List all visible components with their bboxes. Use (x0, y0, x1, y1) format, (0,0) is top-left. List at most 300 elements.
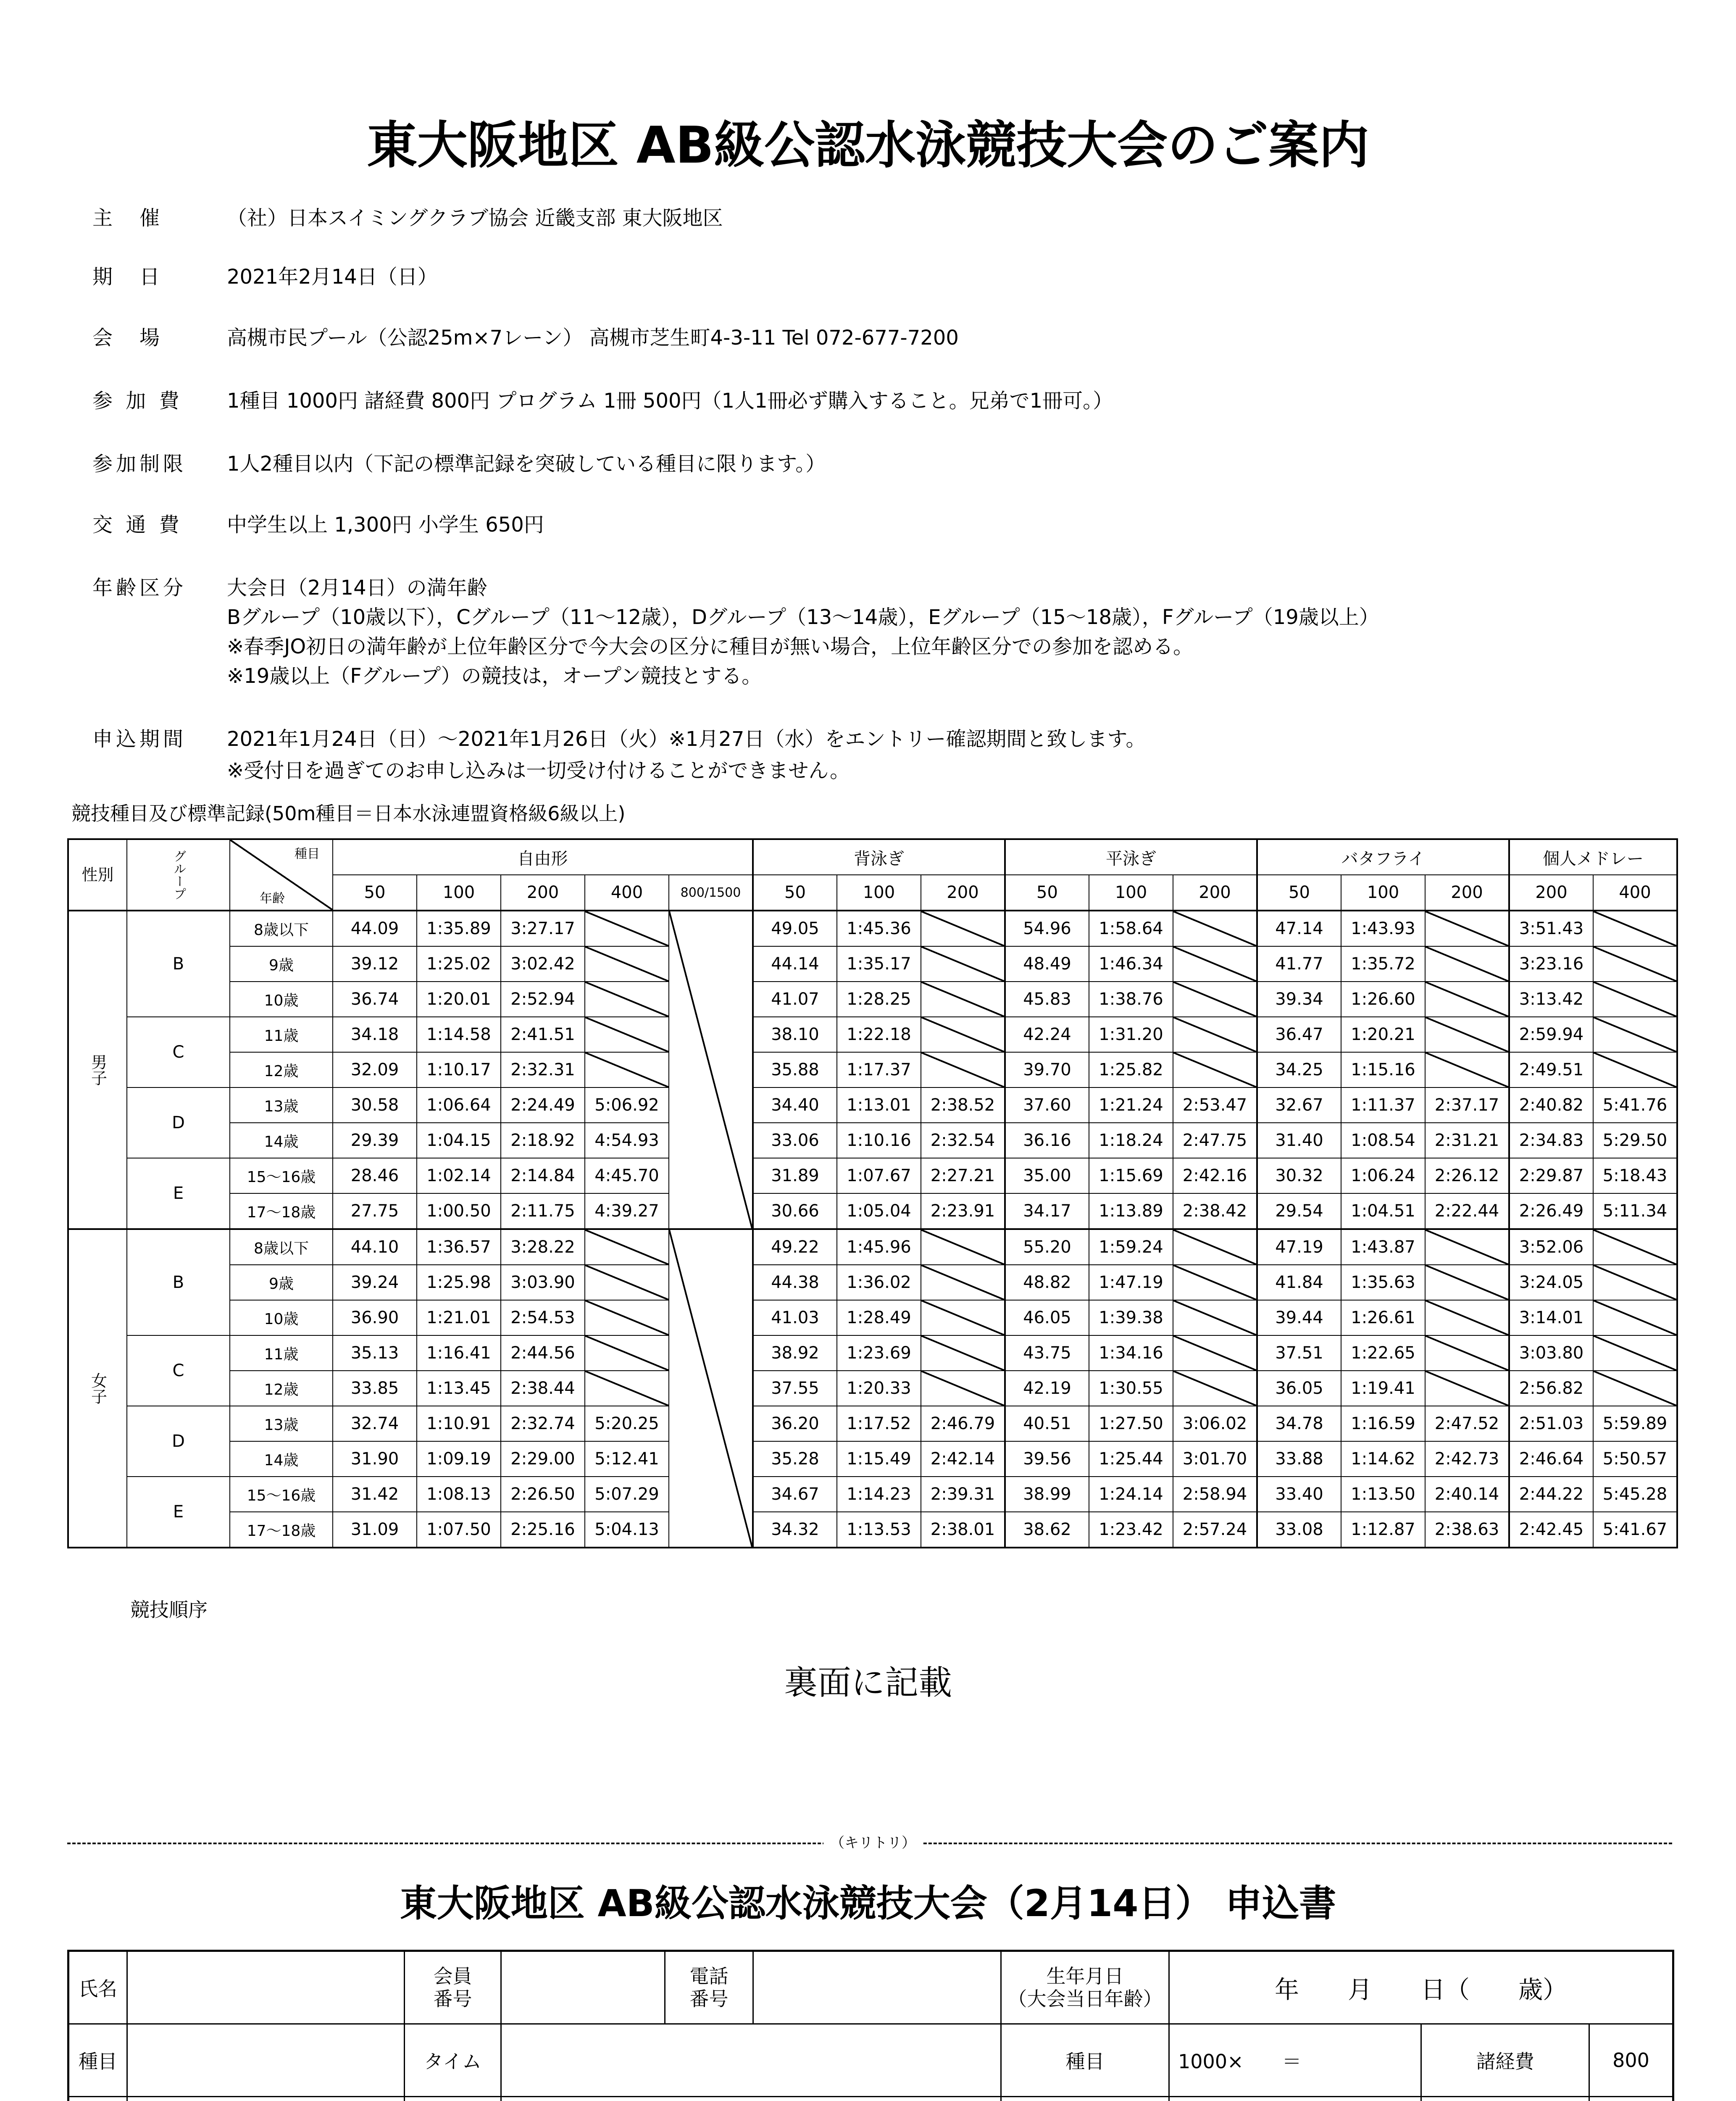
record-cell: 1:10.91 (417, 1406, 501, 1441)
age-cell: 10歳 (230, 982, 333, 1017)
record-cell: 1:20.01 (417, 982, 501, 1017)
record-cell: 1:25.44 (1089, 1441, 1173, 1477)
form-program-value (1589, 2097, 1673, 2101)
record-cell: 39.70 (1005, 1052, 1089, 1087)
record-cell: 1:08.54 (1341, 1123, 1425, 1158)
record-cell: 2:38.52 (921, 1087, 1005, 1123)
application-form (67, 1950, 1674, 2101)
record-cell: 36.90 (333, 1300, 417, 1335)
unavailable-cell (1173, 1335, 1257, 1371)
unavailable-cell (1425, 1300, 1509, 1335)
record-cell: 49.05 (753, 911, 837, 946)
record-cell: 1:07.67 (837, 1158, 921, 1193)
group-cell: C (127, 1335, 230, 1406)
info-label-age-division: 年齢区分 (92, 576, 187, 600)
record-cell: 1:35.72 (1341, 946, 1425, 982)
record-cell: 2:56.82 (1509, 1371, 1593, 1406)
group-cell: C (127, 1017, 230, 1087)
age-cell: 14歳 (230, 1441, 333, 1477)
unavailable-cell (1425, 911, 1509, 946)
record-cell: 5:45.28 (1593, 1477, 1677, 1512)
form-phone-field[interactable] (753, 1951, 1001, 2024)
unavailable-cell (585, 1371, 669, 1406)
record-cell: 41.07 (753, 982, 837, 1017)
record-cell: 1:21.24 (1089, 1087, 1173, 1123)
record-cell: 3:52.06 (1509, 1229, 1593, 1265)
form-name-label: 氏名 (68, 1951, 127, 2024)
unavailable-cell (921, 1017, 1005, 1052)
record-cell: 1:27.50 (1089, 1406, 1173, 1441)
order-label: 競技順序 (130, 1598, 208, 1621)
record-cell: 32.09 (333, 1052, 417, 1087)
record-cell: 1:15.49 (837, 1441, 921, 1477)
record-cell: 1:17.37 (837, 1052, 921, 1087)
record-cell: 4:54.93 (585, 1123, 669, 1158)
header-distance: 200 (1173, 875, 1257, 911)
form-transport-label (1001, 2097, 1169, 2101)
unavailable-cell (1173, 1229, 1257, 1265)
unavailable-cell (1593, 946, 1677, 982)
unavailable-cell (921, 911, 1005, 946)
record-cell: 1:13.01 (837, 1087, 921, 1123)
record-cell: 36.05 (1257, 1371, 1341, 1406)
record-cell: 2:38.63 (1425, 1512, 1509, 1548)
record-cell: 2:26.49 (1509, 1193, 1593, 1229)
info-value-date: 2021年2月14日（日） (227, 265, 438, 289)
form-phone-label: 電話 番号 (665, 1951, 753, 2024)
unavailable-cell (1173, 1300, 1257, 1335)
record-cell: 46.05 (1005, 1300, 1089, 1335)
record-cell: 36.16 (1005, 1123, 1089, 1158)
group-cell: D (127, 1087, 230, 1158)
record-cell: 39.56 (1005, 1441, 1089, 1477)
record-cell: 29.54 (1257, 1193, 1341, 1229)
header-stroke-butterfly: バタフライ (1257, 839, 1509, 875)
record-cell: 1:22.65 (1341, 1335, 1425, 1371)
unavailable-cell (1593, 1371, 1677, 1406)
record-cell: 3:03.90 (501, 1265, 585, 1300)
header-stroke-breaststroke: 平泳ぎ (1005, 839, 1257, 875)
info-label-apply-period: 申込期間 (92, 727, 187, 751)
age-division-line: Bグループ（10歳以下），Cグループ（11〜12歳），Dグループ（13〜14歳），Eグループ（15〜18歳），Fグループ（19歳以上） (227, 606, 1379, 629)
record-cell: 49.22 (753, 1229, 837, 1265)
age-cell: 10歳 (230, 1300, 333, 1335)
header-distance: 100 (837, 875, 921, 911)
record-cell: 1:00.50 (417, 1193, 501, 1229)
record-cell: 1:58.64 (1089, 911, 1173, 946)
record-cell: 3:14.01 (1509, 1300, 1593, 1335)
age-cell: 11歳 (230, 1335, 333, 1371)
record-cell: 5:50.57 (1593, 1441, 1677, 1477)
age-division-line: ※春季JO初日の満年齢が上位年齢区分で今大会の区分に種目が無い場合，上位年齢区分での参加を認める。 (227, 635, 1194, 658)
record-cell: 2:31.21 (1425, 1123, 1509, 1158)
record-cell: 1:12.87 (1341, 1512, 1425, 1548)
record-cell: 5:29.50 (1593, 1123, 1677, 1158)
header-distance: 200 (1509, 875, 1593, 911)
record-cell: 1:35.63 (1341, 1265, 1425, 1300)
age-cell: 8歳以下 (230, 1229, 333, 1265)
record-cell: 2:11.75 (501, 1193, 585, 1229)
record-cell: 34.40 (753, 1087, 837, 1123)
age-cell: 15〜16歳 (230, 1158, 333, 1193)
record-cell: 2:29.87 (1509, 1158, 1593, 1193)
record-cell: 34.18 (333, 1017, 417, 1052)
record-cell: 5:12.41 (585, 1441, 669, 1477)
header-distance: 50 (333, 875, 417, 911)
record-cell: 48.49 (1005, 946, 1089, 982)
record-cell: 5:18.43 (1593, 1158, 1677, 1193)
record-cell: 2:32.54 (921, 1123, 1005, 1158)
record-cell: 1:20.21 (1341, 1017, 1425, 1052)
unavailable-cell (1593, 1265, 1677, 1300)
record-cell: 1:17.52 (837, 1406, 921, 1441)
unavailable-cell (921, 1335, 1005, 1371)
record-cell: 1:35.89 (417, 911, 501, 946)
header-distance: 200 (1425, 875, 1509, 911)
group-cell: E (127, 1477, 230, 1548)
page-title: 東大阪地区 AB級公認水泳競技大会のご案内 (366, 116, 1370, 175)
record-cell: 5:11.34 (1593, 1193, 1677, 1229)
record-cell: 2:46.64 (1509, 1441, 1593, 1477)
record-cell: 1:11.37 (1341, 1087, 1425, 1123)
record-cell: 2:57.24 (1173, 1512, 1257, 1548)
info-value-organizer: （社）日本スイミングクラブ協会 近畿支部 東大阪地区 (227, 206, 723, 230)
header-distance: 50 (1257, 875, 1341, 911)
unavailable-cell (1173, 911, 1257, 946)
record-cell: 4:39.27 (585, 1193, 669, 1229)
record-cell: 31.90 (333, 1441, 417, 1477)
record-cell: 1:43.87 (1341, 1229, 1425, 1265)
record-cell: 42.19 (1005, 1371, 1089, 1406)
record-cell: 55.20 (1005, 1229, 1089, 1265)
record-cell: 42.24 (1005, 1017, 1089, 1052)
record-cell: 1:22.18 (837, 1017, 921, 1052)
record-cell: 5:04.13 (585, 1512, 669, 1548)
form-event-label: 種目 (68, 2024, 127, 2097)
unavailable-cell (1173, 982, 1257, 1017)
record-cell: 1:25.02 (417, 946, 501, 982)
record-cell: 48.82 (1005, 1265, 1089, 1300)
record-cell: 5:59.89 (1593, 1406, 1677, 1441)
record-cell: 1:21.01 (417, 1300, 501, 1335)
record-cell: 37.51 (1257, 1335, 1341, 1371)
record-cell: 44.10 (333, 1229, 417, 1265)
unavailable-cell (1425, 1265, 1509, 1300)
order-note: 裏面に記載 (784, 1663, 952, 1702)
record-cell: 30.32 (1257, 1158, 1341, 1193)
record-cell: 3:13.42 (1509, 982, 1593, 1017)
record-cell: 1:07.50 (417, 1512, 501, 1548)
record-cell: 44.09 (333, 911, 417, 946)
record-cell: 1:45.36 (837, 911, 921, 946)
record-cell: 2:53.47 (1173, 1087, 1257, 1123)
header-distance: 100 (1089, 875, 1173, 911)
record-cell: 36.74 (333, 982, 417, 1017)
form-transport-values (1169, 2097, 1421, 2101)
form-member-no-field[interactable] (501, 1951, 665, 2024)
record-cell: 1:16.41 (417, 1335, 501, 1371)
record-cell: 1:18.24 (1089, 1123, 1173, 1158)
group-cell: E (127, 1158, 230, 1229)
record-cell: 2:52.94 (501, 982, 585, 1017)
record-cell: 39.24 (333, 1265, 417, 1300)
record-cell: 2:37.17 (1425, 1087, 1509, 1123)
record-cell: 5:07.29 (585, 1477, 669, 1512)
record-cell: 2:40.14 (1425, 1477, 1509, 1512)
record-cell: 31.42 (333, 1477, 417, 1512)
record-cell: 1:10.17 (417, 1052, 501, 1087)
age-cell: 9歳 (230, 946, 333, 982)
record-cell: 1:47.19 (1089, 1265, 1173, 1300)
record-cell: 28.46 (333, 1158, 417, 1193)
record-cell: 1:14.62 (1341, 1441, 1425, 1477)
record-cell: 1:09.19 (417, 1441, 501, 1477)
record-cell: 2:51.03 (1509, 1406, 1593, 1441)
record-cell: 2:59.94 (1509, 1017, 1593, 1052)
info-label-transport: 交 通 費 (92, 513, 183, 537)
info-label-limit: 参加制限 (92, 452, 187, 476)
record-cell: 1:25.82 (1089, 1052, 1173, 1087)
record-cell: 35.28 (753, 1441, 837, 1477)
record-cell: 47.19 (1257, 1229, 1341, 1265)
record-cell: 2:26.12 (1425, 1158, 1509, 1193)
unavailable-cell (921, 1371, 1005, 1406)
form-time-field[interactable] (501, 2024, 1001, 2097)
record-cell: 1:19.41 (1341, 1371, 1425, 1406)
record-cell: 1:23.69 (837, 1335, 921, 1371)
info-value-limit: 1人2種目以内（下記の標準記録を突破している種目に限ります。） (227, 452, 826, 476)
info-label-fee: 参 加 費 (92, 389, 183, 413)
header-event: 種目 (295, 847, 320, 861)
unavailable-cell (1593, 1300, 1677, 1335)
age-cell: 17〜18歳 (230, 1193, 333, 1229)
standard-records-table (67, 838, 1678, 1548)
record-cell: 1:20.33 (837, 1371, 921, 1406)
form-time-field[interactable] (501, 2097, 1001, 2101)
unavailable-cell (1173, 1265, 1257, 1300)
record-cell: 2:41.51 (501, 1017, 585, 1052)
record-cell: 4:45.70 (585, 1158, 669, 1193)
record-cell: 2:42.16 (1173, 1158, 1257, 1193)
unavailable-cell (921, 1300, 1005, 1335)
record-cell: 3:28.22 (501, 1229, 585, 1265)
gender-cell: 女子 (68, 1229, 127, 1548)
record-cell: 43.75 (1005, 1335, 1089, 1371)
unavailable-cell (921, 1052, 1005, 1087)
unavailable-cell (921, 1229, 1005, 1265)
record-cell: 2:46.79 (921, 1406, 1005, 1441)
record-cell: 3:51.43 (1509, 911, 1593, 946)
record-cell: 1:13.89 (1089, 1193, 1173, 1229)
record-cell: 2:32.31 (501, 1052, 585, 1087)
unavailable-cell (585, 946, 669, 982)
record-cell: 32.67 (1257, 1087, 1341, 1123)
age-cell: 8歳以下 (230, 911, 333, 946)
form-event-label (68, 2097, 127, 2101)
age-cell: 13歳 (230, 1406, 333, 1441)
record-cell: 2:34.83 (1509, 1123, 1593, 1158)
apply-note: ※受付日を過ぎてのお申し込みは一切受け付けることができません。 (227, 759, 850, 782)
unavailable-cell (1593, 982, 1677, 1017)
form-expenses-value: 800 (1589, 2024, 1673, 2097)
record-cell: 35.88 (753, 1052, 837, 1087)
record-cell: 1:23.42 (1089, 1512, 1173, 1548)
unavailable-cell (921, 946, 1005, 982)
form-title: 東大阪地区 AB級公認水泳競技大会（2月14日） 申込書 (400, 1882, 1336, 1925)
record-cell: 2:42.45 (1509, 1512, 1593, 1548)
info-value-apply-period: 2021年1月24日（日）〜2021年1月26日（火）※1月27日（水）をエントリー確認期間と致します。 (227, 727, 1146, 751)
unavailable-cell (1173, 946, 1257, 982)
record-cell: 3:06.02 (1173, 1406, 1257, 1441)
record-cell: 1:30.55 (1089, 1371, 1173, 1406)
header-distance: 400 (585, 875, 669, 911)
record-cell: 35.00 (1005, 1158, 1089, 1193)
info-label-organizer: 主 催 (92, 206, 163, 230)
unavailable-cell (1425, 1017, 1509, 1052)
record-cell: 31.09 (333, 1512, 417, 1548)
record-cell: 39.12 (333, 946, 417, 982)
record-cell: 2:38.42 (1173, 1193, 1257, 1229)
header-distance: 50 (1005, 875, 1089, 911)
record-cell: 1:36.02 (837, 1265, 921, 1300)
unavailable-cell (1173, 1017, 1257, 1052)
form-event-fee-label: 種目 (1001, 2024, 1169, 2097)
unavailable-cell (585, 1300, 669, 1335)
record-cell: 2:32.74 (501, 1406, 585, 1441)
record-cell: 2:58.94 (1173, 1477, 1257, 1512)
record-cell: 1:05.04 (837, 1193, 921, 1229)
record-cell: 2:26.50 (501, 1477, 585, 1512)
record-cell: 34.17 (1005, 1193, 1089, 1229)
info-value-transport: 中学生以上 1,300円 小学生 650円 (227, 513, 544, 537)
record-cell: 29.39 (333, 1123, 417, 1158)
form-member-no-label: 会員 番号 (405, 1951, 501, 2024)
unavailable-cell (1425, 1229, 1509, 1265)
record-cell: 1:59.24 (1089, 1229, 1173, 1265)
record-cell: 33.40 (1257, 1477, 1341, 1512)
header-distance: 100 (417, 875, 501, 911)
record-cell: 54.96 (1005, 911, 1089, 946)
record-cell: 2:47.75 (1173, 1123, 1257, 1158)
unavailable-cell (669, 1229, 753, 1548)
table-caption: 競技種目及び標準記録(50m種目＝日本水泳連盟資格級6級以上) (71, 802, 626, 825)
unavailable-cell (1425, 1371, 1509, 1406)
header-distance: 400 (1593, 875, 1677, 911)
record-cell: 1:26.61 (1341, 1300, 1425, 1335)
record-cell: 44.14 (753, 946, 837, 982)
record-cell: 2:49.51 (1509, 1052, 1593, 1087)
unavailable-cell (1173, 1052, 1257, 1087)
unavailable-cell (1593, 911, 1677, 946)
record-cell: 31.89 (753, 1158, 837, 1193)
record-cell: 33.06 (753, 1123, 837, 1158)
record-cell: 34.32 (753, 1512, 837, 1548)
record-cell: 38.62 (1005, 1512, 1089, 1548)
record-cell: 2:42.14 (921, 1441, 1005, 1477)
record-cell: 2:47.52 (1425, 1406, 1509, 1441)
group-cell: B (127, 1229, 230, 1335)
form-event-fee-calc[interactable]: 1000× ＝ (1169, 2024, 1421, 2097)
record-cell: 5:41.67 (1593, 1512, 1677, 1548)
form-time-label: タイム (405, 2024, 501, 2097)
record-cell: 3:23.16 (1509, 946, 1593, 982)
record-cell: 2:39.31 (921, 1477, 1005, 1512)
record-cell: 1:04.15 (417, 1123, 501, 1158)
record-cell: 1:06.24 (1341, 1158, 1425, 1193)
record-cell: 39.44 (1257, 1300, 1341, 1335)
form-birth-field[interactable]: 年 月 日（ 歳） (1169, 1951, 1673, 2024)
record-cell: 32.74 (333, 1406, 417, 1441)
record-cell: 35.13 (333, 1335, 417, 1371)
record-cell: 1:39.38 (1089, 1300, 1173, 1335)
record-cell: 38.99 (1005, 1477, 1089, 1512)
unavailable-cell (585, 1335, 669, 1371)
record-cell: 1:08.13 (417, 1477, 501, 1512)
header-distance: 50 (753, 875, 837, 911)
record-cell: 1:28.25 (837, 982, 921, 1017)
age-cell: 9歳 (230, 1265, 333, 1300)
record-cell: 2:25.16 (501, 1512, 585, 1548)
record-cell: 1:24.14 (1089, 1477, 1173, 1512)
record-cell: 33.08 (1257, 1512, 1341, 1548)
record-cell: 2:24.49 (501, 1087, 585, 1123)
record-cell: 5:41.76 (1593, 1087, 1677, 1123)
unavailable-cell (585, 1265, 669, 1300)
record-cell: 2:38.44 (501, 1371, 585, 1406)
record-cell: 39.34 (1257, 982, 1341, 1017)
unavailable-cell (585, 982, 669, 1017)
form-birth-label: 生年月日 （大会当日年齢） (1001, 1951, 1169, 2024)
form-name-field[interactable] (127, 1951, 405, 2024)
age-cell: 14歳 (230, 1123, 333, 1158)
record-cell: 1:13.45 (417, 1371, 501, 1406)
record-cell: 1:04.51 (1341, 1193, 1425, 1229)
header-distance: 800/1500 (669, 875, 753, 911)
record-cell: 33.85 (333, 1371, 417, 1406)
unavailable-cell (669, 911, 753, 1229)
age-cell: 12歳 (230, 1052, 333, 1087)
record-cell: 33.88 (1257, 1441, 1341, 1477)
record-cell: 2:23.91 (921, 1193, 1005, 1229)
header-stroke-freestyle: 自由形 (333, 839, 753, 875)
record-cell: 40.51 (1005, 1406, 1089, 1441)
record-cell: 37.60 (1005, 1087, 1089, 1123)
record-cell: 1:02.14 (417, 1158, 501, 1193)
unavailable-cell (585, 1229, 669, 1265)
record-cell: 2:42.73 (1425, 1441, 1509, 1477)
unavailable-cell (1593, 1335, 1677, 1371)
info-value-venue: 高槻市民プール（公認25m×7レーン） 高槻市芝生町4-3-11 Tel 072-677-7200 (227, 326, 959, 350)
record-cell: 1:13.50 (1341, 1477, 1425, 1512)
unavailable-cell (585, 911, 669, 946)
form-event-field[interactable] (127, 2097, 405, 2101)
info-label-date: 期 日 (92, 265, 163, 289)
group-cell: B (127, 911, 230, 1017)
record-cell: 38.92 (753, 1335, 837, 1371)
record-cell: 1:25.98 (417, 1265, 501, 1300)
record-cell: 2:14.84 (501, 1158, 585, 1193)
record-cell: 2:44.56 (501, 1335, 585, 1371)
unavailable-cell (921, 982, 1005, 1017)
unavailable-cell (1425, 982, 1509, 1017)
record-cell: 30.58 (333, 1087, 417, 1123)
age-cell: 17〜18歳 (230, 1512, 333, 1548)
form-event-field[interactable] (127, 2024, 405, 2097)
header-distance: 100 (1341, 875, 1425, 911)
header-stroke-backstroke: 背泳ぎ (753, 839, 1005, 875)
age-cell: 12歳 (230, 1371, 333, 1406)
record-cell: 1:15.69 (1089, 1158, 1173, 1193)
